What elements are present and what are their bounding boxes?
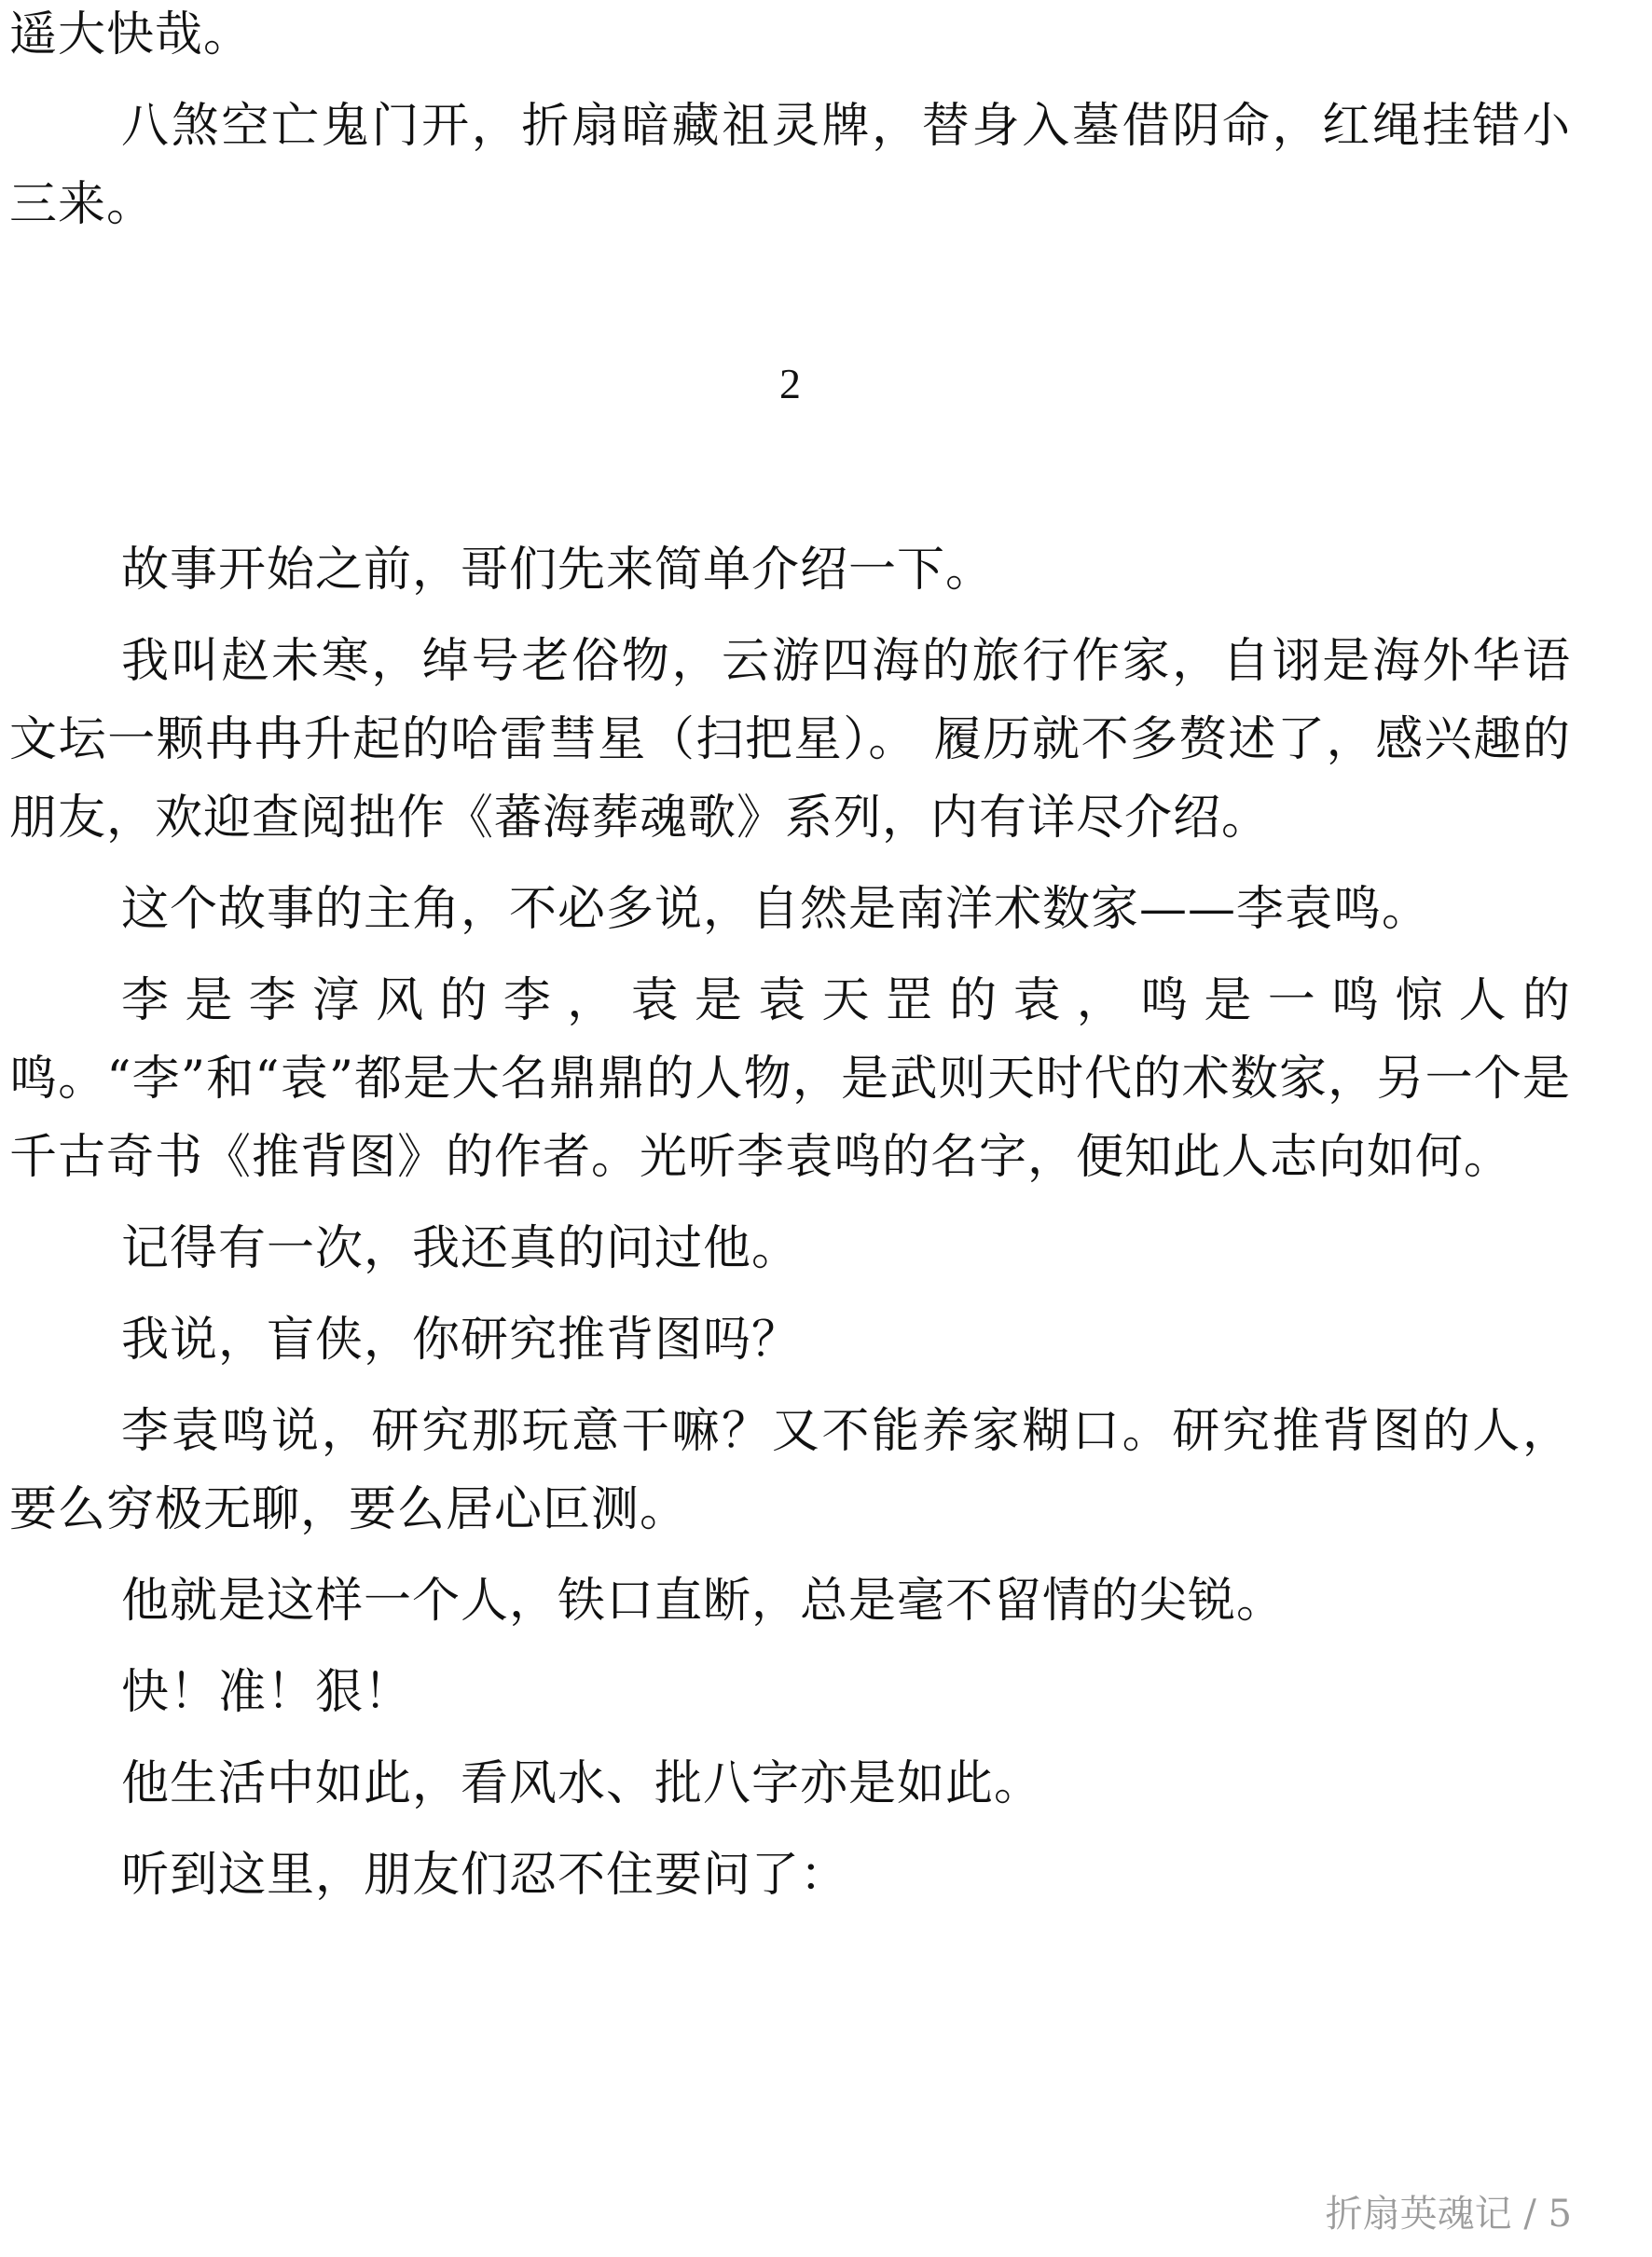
paragraph: 故事开始之前，哥们先来简单介绍一下。: [121, 543, 995, 598]
paragraph: 李袁鸣说，研究那玩意干嘛？又不能养家糊口。研究推背图的人，要么穷极无聊，要么居心叵测。: [9, 1404, 1571, 1537]
paragraph: 他生活中如此，看风水、批八字亦是如此。: [121, 1756, 1043, 1811]
paragraph: 他就是这样一个人，铁口直断，总是毫不留情的尖锐。: [121, 1574, 1286, 1629]
page-footer: 折扇英魂记 / 5: [1325, 2193, 1572, 2236]
paragraph: 记得有一次，我还真的问过他。: [121, 1221, 801, 1276]
paragraph-verse: 八煞空亡鬼门开，折扇暗藏祖灵牌，替身入墓借阴命，红绳挂错小三来。: [9, 99, 1571, 232]
paragraph: 李是李淳风的李，袁是袁天罡的袁，鸣是一鸣惊人的鸣。“李”和“袁”都是大名鼎鼎的人物，是武则天时代的术数家，另一个是千古奇书《推背图》的作者。光听李袁鸣的名字，便知此人志向如何。: [9, 973, 1571, 1185]
previous-chapter-ending: [9, 0, 1571, 244]
paragraph: 听到这里，朋友们忍不住要问了：: [121, 1848, 849, 1903]
paragraph: 我说，盲侠，你研究推背图吗？: [121, 1313, 801, 1368]
paragraph: 这个故事的主角，不必多说，自然是南洋术数家——李袁鸣。: [121, 882, 1431, 937]
chapter-body: [9, 531, 1571, 1915]
paragraph: 快！准！狠！: [121, 1665, 413, 1720]
paragraph: 我叫赵未寒，绰号老俗物，云游四海的旅行作家，自诩是海外华语文坛一颗冉冉升起的哈雷彗星（扫把星）。 履历就不多赘述了，感兴趣的朋友，欢迎查阅拙作《蕃海葬魂歌》系列，内有详尽介绍。: [9, 634, 1571, 846]
paragraph-continued: 遥大快哉。: [9, 7, 253, 62]
chapter-number: 2: [779, 360, 801, 407]
